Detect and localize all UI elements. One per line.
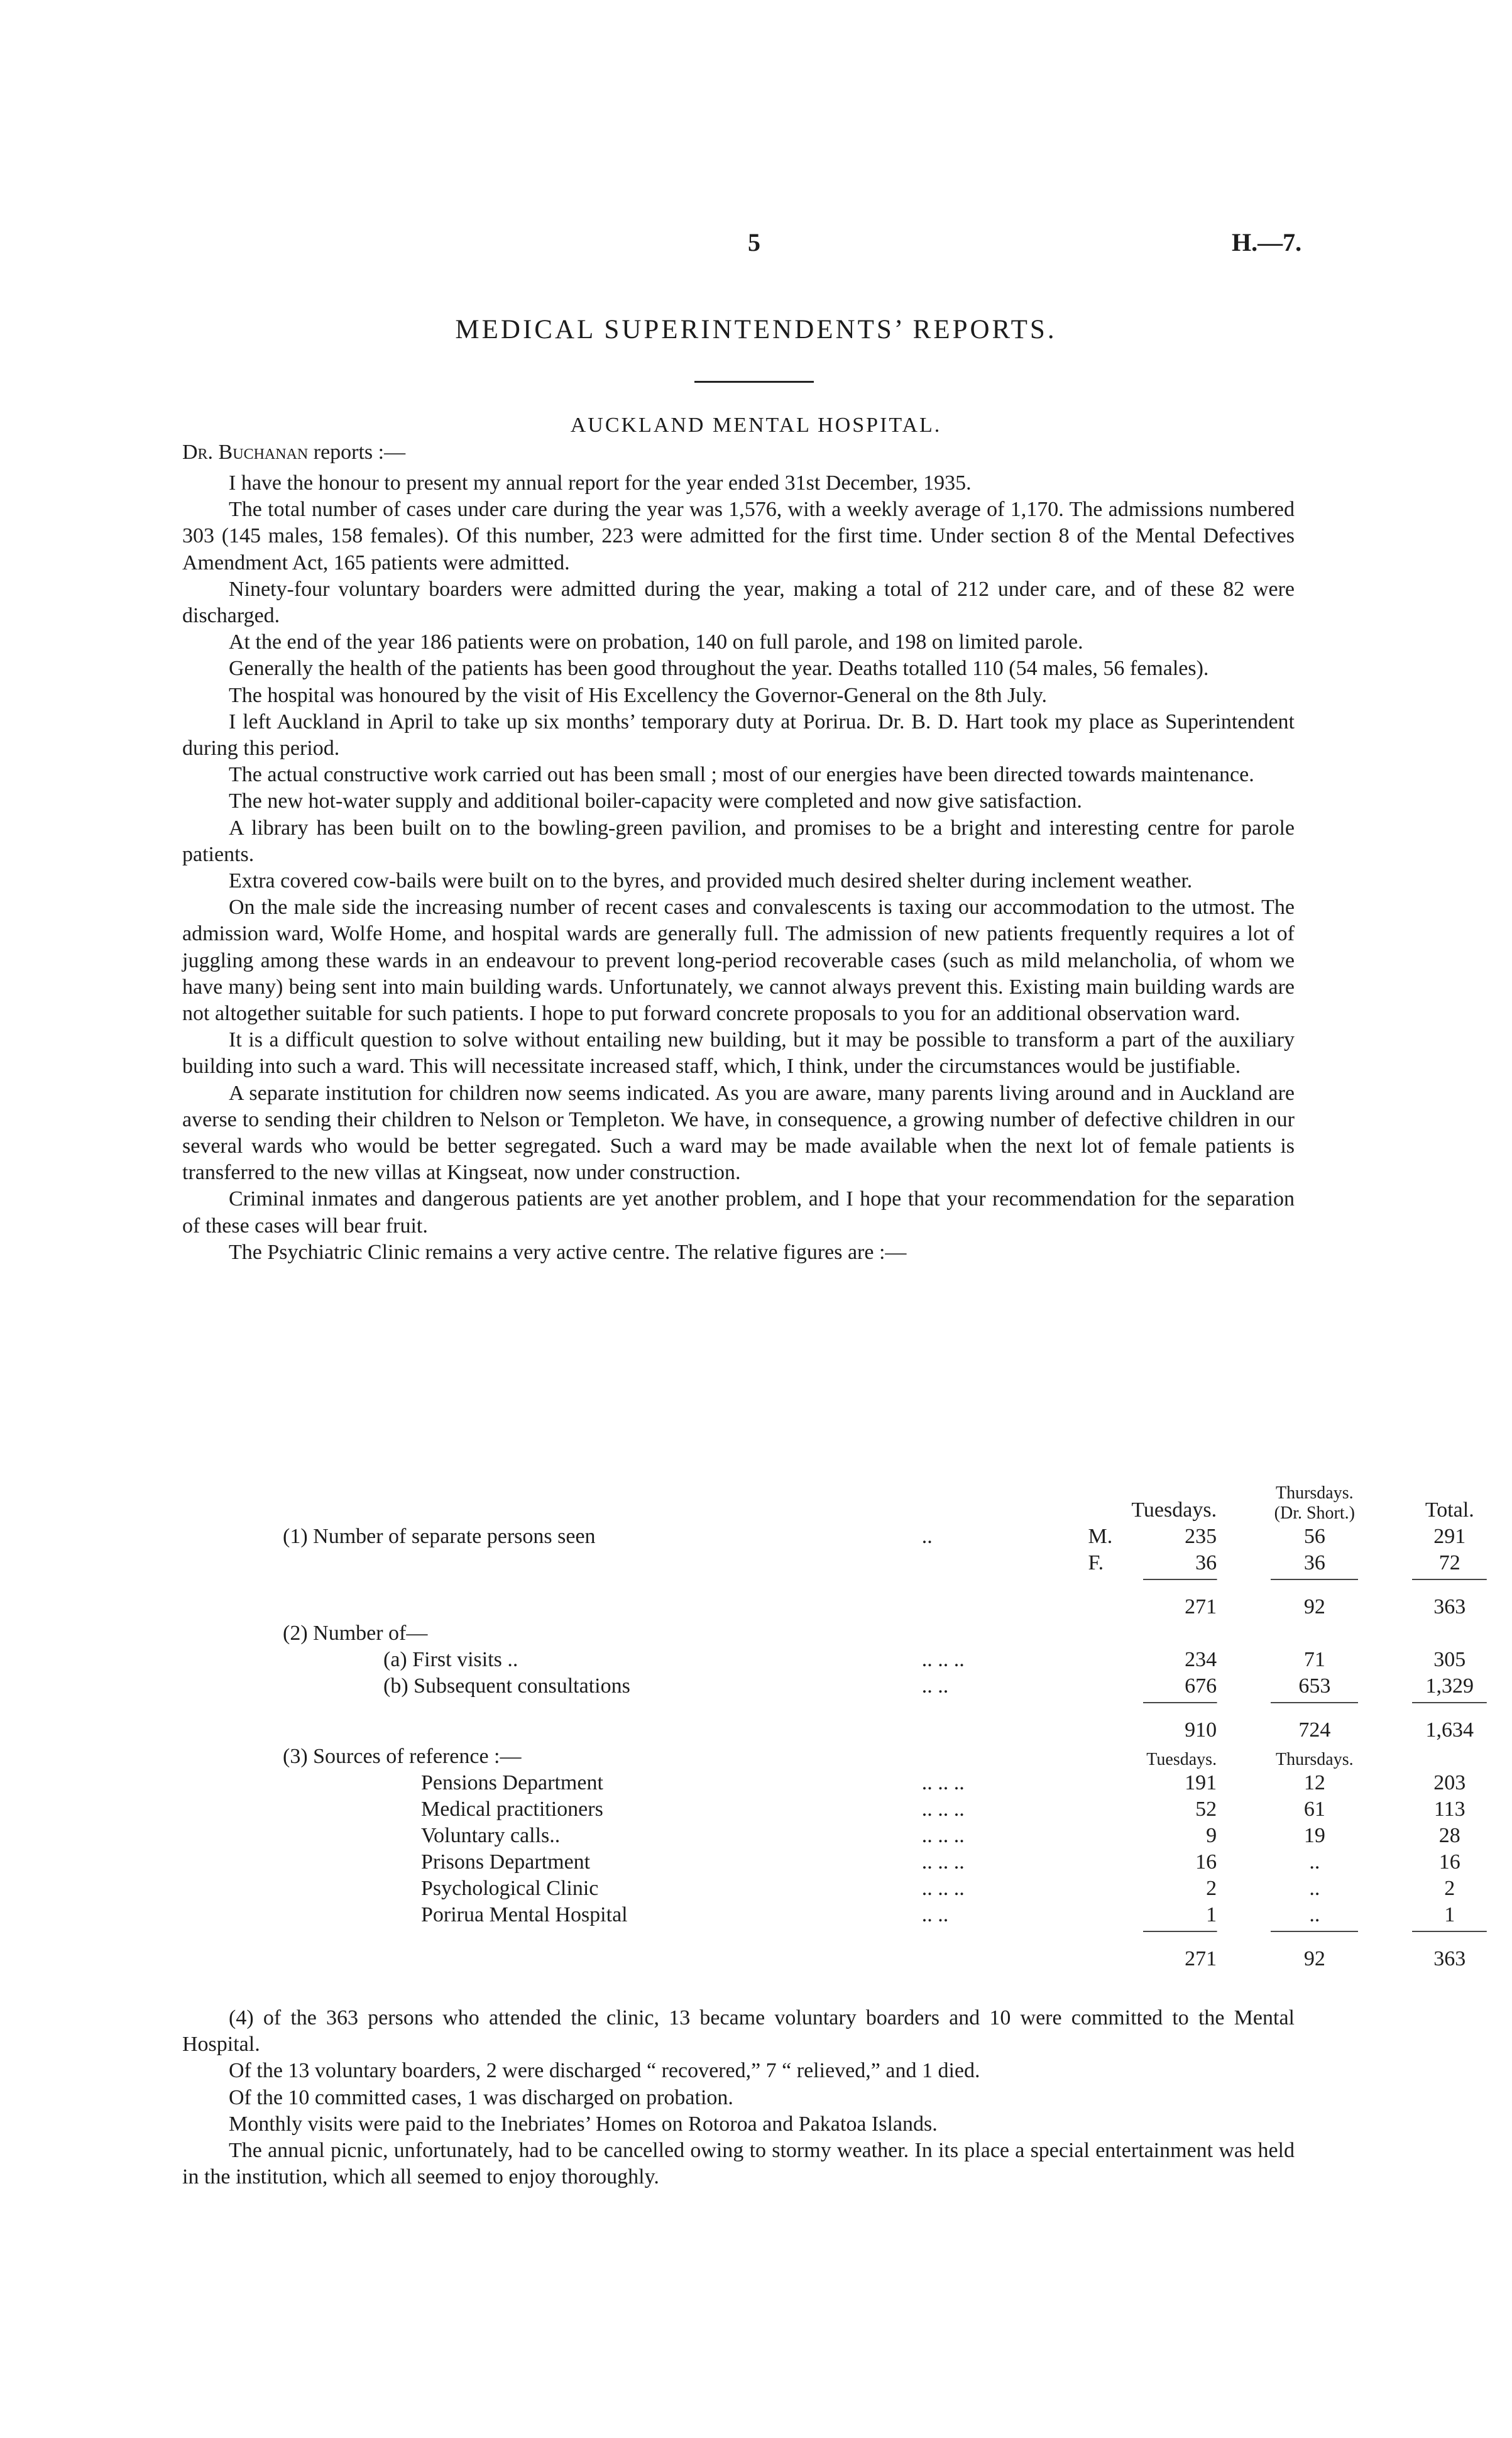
cell-tuesdays: 1 bbox=[1206, 1903, 1217, 1926]
cell-tuesdays: 52 bbox=[1195, 1798, 1217, 1821]
paragraph: Monthly visits were paid to the Inebriates’ Homes on Rotoroa and Pakatoa Islands. bbox=[229, 2112, 938, 2136]
cell-total: 2 bbox=[1444, 1877, 1455, 1900]
leader-dots: .. .. .. bbox=[921, 1648, 965, 1671]
paragraph: Criminal inmates and dangerous patients are yet another problem, and I hope that your recommendation for the separation of these cases will bear fruit. bbox=[182, 1187, 1295, 1238]
cell-total: 28 bbox=[1438, 1824, 1460, 1847]
author-name: Dr. Buchanan bbox=[182, 441, 309, 464]
paragraph: The total number of cases under care during the year was 1,576, with a weekly average of 1,170. The admissions numbered 303 (145 males, 158 females). Of this number, 223 were admitted for the first time. Under section 8 of the Mental Defectives Amendment Act, 165 patients were admitted. bbox=[182, 498, 1295, 574]
sum-total: 1,634 bbox=[1388, 1699, 1512, 1743]
leader-dots: .. .. bbox=[921, 1674, 949, 1698]
closing-section bbox=[182, 2005, 1295, 2190]
cell-tuesdays: 2 bbox=[1206, 1877, 1217, 1900]
table-row bbox=[283, 1902, 1512, 1928]
table-row bbox=[283, 1823, 1512, 1849]
cell-total: 72 bbox=[1438, 1551, 1460, 1574]
subheader-tuesdays: Tuesdays. bbox=[1146, 1750, 1217, 1769]
section-label: (3) Sources of reference :— bbox=[283, 1745, 522, 1768]
cell-tuesdays: 9 bbox=[1206, 1824, 1217, 1847]
sum-tuesdays: 271 bbox=[1119, 1576, 1242, 1620]
leader-dots: .. bbox=[921, 1525, 933, 1548]
leader-dots: .. .. bbox=[921, 1903, 949, 1926]
row-label: Porirua Mental Hospital bbox=[421, 1903, 628, 1926]
paragraph: A separate institution for children now seems indicated. As you are aware, many parents living around and in Auckland are averse to sending their children to Nelson or Templeton. We have, in consequence, a growing number of defective children in our several wards who would be better segregated. Such a ward may be made available when the next lot of female patients is transferred to the new villas at Kingseat, now under construction. bbox=[182, 1081, 1295, 1185]
paragraph: Of the 13 voluntary boarders, 2 were discharged “ recovered,” 7 “ relieved,” and 1 died. bbox=[229, 2059, 980, 2083]
leader-dots: .. .. .. bbox=[921, 1850, 965, 1874]
col-header-total: Total. bbox=[1425, 1498, 1474, 1522]
leader-dots: .. .. .. bbox=[921, 1877, 965, 1900]
table-row bbox=[283, 1770, 1512, 1796]
cell-total: 203 bbox=[1433, 1771, 1466, 1794]
intro-text: reports :— bbox=[313, 441, 406, 464]
row-label: Medical practitioners bbox=[421, 1798, 603, 1821]
cell-tuesdays: 234 bbox=[1185, 1648, 1217, 1671]
paragraph: The annual picnic, unfortunately, had to be cancelled owing to stormy weather. In its place a special entertainment was held in the institution, which all seemed to enjoy thoroughly. bbox=[182, 2139, 1295, 2189]
cell-thursdays: 36 bbox=[1303, 1551, 1325, 1574]
cell-total: 113 bbox=[1433, 1798, 1465, 1821]
clinic-figures-table bbox=[283, 1483, 1512, 1972]
report-intro bbox=[182, 441, 405, 464]
sum-tuesdays: 271 bbox=[1119, 1928, 1242, 1972]
cell-thursdays: 653 bbox=[1298, 1674, 1331, 1698]
section-label: (2) Number of— bbox=[283, 1622, 428, 1645]
paragraph: Ninety-four voluntary boarders were admitted during the year, making a total of 212 under care, and of these 82 were discharged. bbox=[182, 577, 1295, 628]
table-row bbox=[283, 1673, 1512, 1699]
sum-thursdays: 92 bbox=[1242, 1928, 1387, 1972]
subheader-thursdays: Thursdays. bbox=[1275, 1750, 1354, 1769]
sex-label: M. bbox=[1088, 1525, 1113, 1548]
table-row bbox=[283, 1524, 1512, 1550]
report-body bbox=[182, 470, 1295, 1266]
row-label: (a) First visits .. bbox=[383, 1648, 518, 1671]
paragraph: The Psychiatric Clinic remains a very active centre. The relative figures are :— bbox=[229, 1240, 907, 1264]
sum-row bbox=[283, 1699, 1512, 1743]
paragraph: The new hot-water supply and additional boiler-capacity were completed and now give satisfaction. bbox=[229, 789, 1082, 813]
cell-tuesdays: 191 bbox=[1185, 1771, 1217, 1794]
document-reference: H.—7. bbox=[1232, 228, 1302, 256]
row-label: Psychological Clinic bbox=[421, 1877, 599, 1900]
cell-thursdays: .. bbox=[1309, 1850, 1320, 1874]
paragraph: On the male side the increasing number of recent cases and convalescents is taxing our accommodation to the utmost. The admission ward, Wolfe Home, and hospital wards are generally full. The admission of new patients frequently requires a lot of juggling among these wards in an endeavour to prevent long-period recoverable cases (such as mild melancholia, of whom we have many) being sent into main building wards. Unfortunately, we cannot always prevent this. Existing main building wards are not altogether suitable for such patients. I hope to put forward concrete proposals to you for an additional observation ward. bbox=[182, 896, 1295, 1026]
cell-tuesdays: 36 bbox=[1195, 1551, 1217, 1574]
page-title: MEDICAL SUPERINTENDENTS’ REPORTS. bbox=[455, 315, 1057, 344]
paragraph: At the end of the year 186 patients were on probation, 140 on full parole, and 198 on limited parole. bbox=[229, 630, 1083, 654]
cell-tuesdays: 235 bbox=[1185, 1525, 1217, 1548]
cell-thursdays: 19 bbox=[1303, 1824, 1325, 1847]
table-row bbox=[283, 1849, 1512, 1875]
row-label: Voluntary calls.. bbox=[421, 1824, 561, 1847]
cell-thursdays: 56 bbox=[1303, 1525, 1325, 1548]
row-label: Prisons Department bbox=[421, 1850, 591, 1874]
cell-total: 305 bbox=[1433, 1648, 1466, 1671]
cell-tuesdays: 16 bbox=[1195, 1850, 1217, 1874]
cell-total: 1 bbox=[1444, 1903, 1455, 1926]
paragraph: Generally the health of the patients has been good throughout the year. Deaths totalled 110 (54 males, 56 females). bbox=[229, 657, 1209, 681]
cell-thursdays: 61 bbox=[1303, 1798, 1325, 1821]
leader-dots: .. .. .. bbox=[921, 1798, 965, 1821]
col-header-tuesdays: Tuesdays. bbox=[1131, 1498, 1217, 1522]
cell-total: 291 bbox=[1433, 1525, 1466, 1548]
sex-label: F. bbox=[1088, 1551, 1104, 1574]
table-row bbox=[283, 1550, 1512, 1576]
col-header-thursdays-note: (Dr. Short.) bbox=[1274, 1503, 1355, 1523]
leader-dots: .. .. .. bbox=[921, 1771, 965, 1794]
row-label: (1) Number of separate persons seen bbox=[283, 1525, 596, 1548]
row-label: (b) Subsequent consultations bbox=[383, 1674, 630, 1698]
cell-thursdays: .. bbox=[1309, 1877, 1320, 1900]
sum-thursdays: 92 bbox=[1242, 1576, 1387, 1620]
paragraph: The actual constructive work carried out has been small ; most of our energies have been directed towards maintenance. bbox=[229, 763, 1254, 787]
table-row bbox=[283, 1796, 1512, 1823]
cell-thursdays: 12 bbox=[1303, 1771, 1325, 1794]
paragraph: I left Auckland in April to take up six months’ temporary duty at Porirua. Dr. B. D. Hart took my place as Superintendent during this period. bbox=[182, 710, 1295, 761]
table-row bbox=[283, 1875, 1512, 1902]
sum-tuesdays: 910 bbox=[1119, 1699, 1242, 1743]
sum-row bbox=[283, 1576, 1512, 1620]
paragraph: I have the honour to present my annual report for the year ended 31st December, 1935. bbox=[229, 471, 972, 495]
row-label: Pensions Department bbox=[421, 1771, 603, 1794]
section-heading: AUCKLAND MENTAL HOSPITAL. bbox=[570, 414, 942, 437]
sum-total: 363 bbox=[1388, 1928, 1512, 1972]
paragraph: The hospital was honoured by the visit of His Excellency the Governor-General on the 8th July. bbox=[229, 683, 1048, 707]
paragraph: Extra covered cow-bails were built on to the byres, and provided much desired shelter during inclement weather. bbox=[229, 869, 1193, 893]
leader-dots: .. .. .. bbox=[921, 1824, 965, 1847]
sum-row bbox=[283, 1928, 1512, 1972]
paragraph: A library has been built on to the bowling-green pavilion, and promises to be a bright and interesting centre for parole patients. bbox=[182, 816, 1295, 866]
paragraph: It is a difficult question to solve without entailing new building, but it may be possible to transform a part of the auxiliary building into such a ward. This will necessitate increased staff, which, I think, under the circumstances would be justifiable. bbox=[182, 1028, 1295, 1079]
paragraph: (4) of the 363 persons who attended the clinic, 13 became voluntary boarders and 10 were committed to the Mental Hospital. bbox=[182, 2006, 1295, 2056]
page-number: 5 bbox=[748, 228, 760, 256]
cell-total: 1,329 bbox=[1425, 1674, 1474, 1698]
table-row bbox=[283, 1647, 1512, 1673]
cell-tuesdays: 676 bbox=[1185, 1674, 1217, 1698]
paragraph: Of the 10 committed cases, 1 was discharged on probation. bbox=[229, 2085, 733, 2109]
cell-thursdays: 71 bbox=[1303, 1648, 1325, 1671]
cell-total: 16 bbox=[1438, 1850, 1460, 1874]
table-row bbox=[283, 1620, 1512, 1647]
cell-thursdays: .. bbox=[1309, 1903, 1320, 1926]
col-header-thursdays: Thursdays. bbox=[1275, 1483, 1354, 1503]
title-rule bbox=[694, 381, 814, 383]
sum-thursdays: 724 bbox=[1242, 1699, 1387, 1743]
table-row bbox=[283, 1743, 1512, 1770]
sum-total: 363 bbox=[1388, 1576, 1512, 1620]
